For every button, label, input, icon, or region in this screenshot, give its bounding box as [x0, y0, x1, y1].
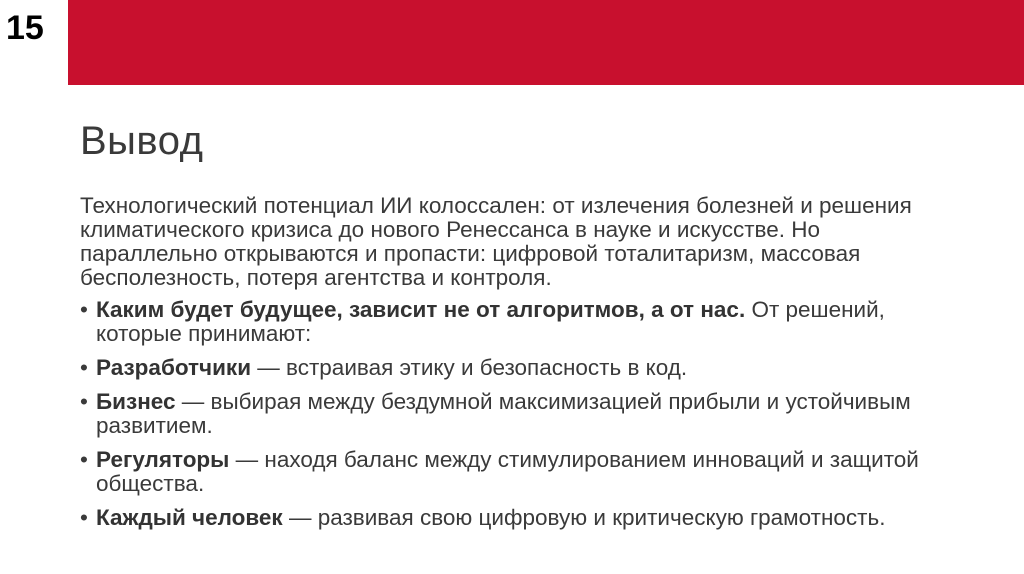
- bullet-bold-text: Каким будет будущее, зависит не от алгоритмов, а от нас.: [96, 297, 746, 322]
- bullet-item: [80, 506, 960, 530]
- slide-title: Вывод: [80, 119, 204, 163]
- bullet-dot-icon: •: [80, 389, 88, 414]
- bullet-dot-icon: •: [80, 355, 88, 380]
- slide-content: [80, 194, 960, 540]
- bullet-item: [80, 448, 960, 496]
- bullet-item: [80, 356, 960, 380]
- bullet-text: — развивая свою цифровую и критическую грамотность.: [282, 505, 886, 530]
- bullet-dot-icon: •: [80, 297, 88, 322]
- bullet-bold-text: Бизнес: [96, 389, 176, 414]
- bullet-text: — встраивая этику и безопасность в код.: [251, 355, 688, 380]
- bullet-list: [80, 298, 960, 530]
- slide-number: 15: [6, 9, 44, 47]
- bullet-text: — выбирая между бездумной максимизацией прибыли и устойчивым развитием.: [96, 389, 911, 438]
- bullet-text: — находя баланс между стимулированием инноваций и защитой общества.: [96, 447, 919, 496]
- bullet-text: От решений, которые принимают:: [96, 297, 885, 346]
- bullet-bold-text: Каждый человек: [96, 505, 283, 530]
- accent-band: [68, 0, 1024, 85]
- bullet-bold-text: Регуляторы: [96, 447, 230, 472]
- bullet-dot-icon: •: [80, 447, 88, 472]
- bullet-bold-text: Разработчики: [96, 355, 252, 380]
- bullet-item: [80, 298, 960, 346]
- bullet-item: [80, 390, 960, 438]
- bullet-dot-icon: •: [80, 505, 88, 530]
- intro-paragraph: Технологический потенциал ИИ колоссален: от излечения болезней и решения климатического кризиса до нового Ренессанса в науке и искусстве. Но параллельно открываются и пропасти: цифровой тоталитаризм, массовая бесполезность, потеря агентства и контроля.: [80, 193, 912, 290]
